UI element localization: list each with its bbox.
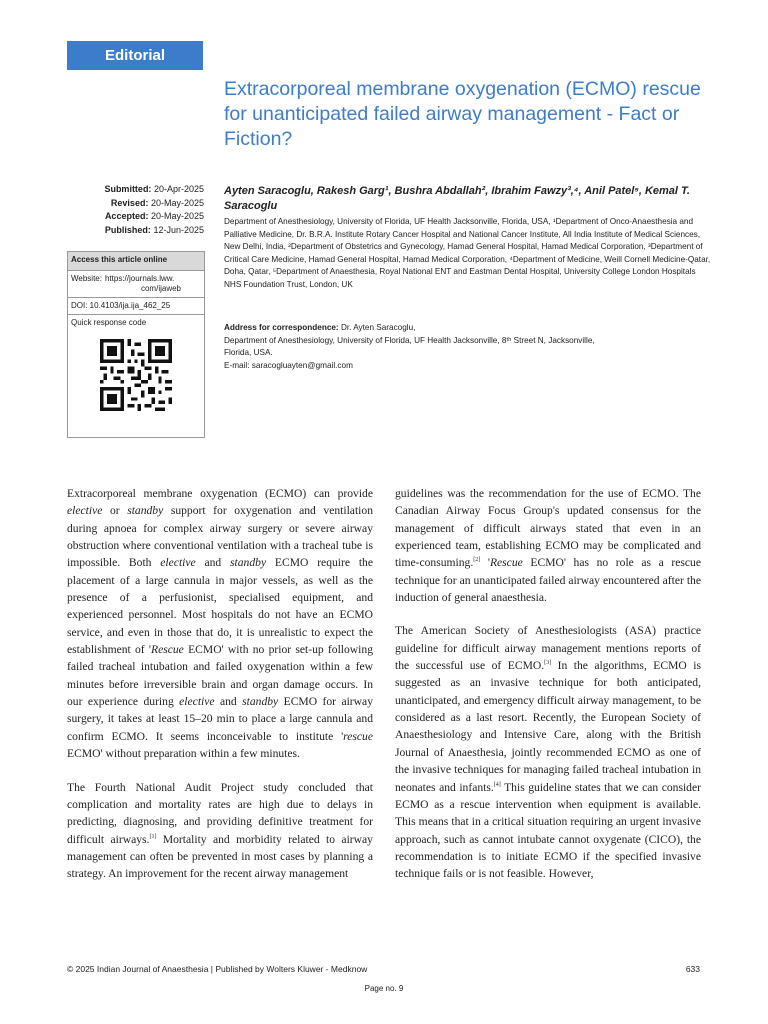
- correspondence-address-2: Florida, USA.: [224, 348, 273, 357]
- correspondence-block: [224, 322, 714, 372]
- published-row: Published: 12-Jun-2025: [104, 224, 204, 235]
- accepted-row: Accepted: 20-May-2025: [104, 211, 204, 221]
- section-badge: [67, 41, 203, 70]
- body-column-left: [67, 485, 373, 899]
- viewer-page-label: Page no. 9: [364, 984, 404, 993]
- article-title: Extracorporeal membrane oxygenation (ECMO) rescue for unanticipated failed airway management - Fact or Fiction?: [224, 78, 701, 150]
- paragraph: Extracorporeal membrane oxygenation (ECMO) can provide elective or standby support for oxygenation and ventilation during apnoea for complex airway surgery or severe airway obstruction where conventional ventilation with a tracheal tube is impossible. Both elective and standby ECMO require the placement of a large cannula in major vessels, as well as the presence of a perfusionist, specialised equipment, and experienced personnel. Most hospitals do not have an ECMO service, and even in those that do, it is unrealistic to expect the establishment of 'Rescue ECMO' with no prior set-up following failed tracheal intubation and failed oxygenation within a few minutes before irreversible brain and organ damage occurs. In our experience during elective and standby ECMO for airway surgery, it takes at least 15–20 min to place a large cannula and confirm ECMO. It seems inconceivable to institute 'rescue ECMO' without preparation within a few minutes.: [67, 487, 373, 761]
- qr-row: [68, 315, 204, 414]
- citation-link[interactable]: [3]: [544, 660, 552, 667]
- correspondence-email[interactable]: E-mail: saracogluayten@gmail.com: [224, 360, 353, 370]
- affiliations: Department of Anesthesiology, University of Florida, UF Health Jacksonville, Florida, USA, ¹Department of Onco-Anaesthesia and Palliative Medicine, Dr. B.R.A. Institute Rotary Cancer Hospital and National Cancer Institute, All India Institute of Medical Sciences, New Delhi, India, ²Department of Obstetrics and Gynecology, Hamad General Hospital, Hamad Medical Corporation, ³Department of Critical Care Medicine, Hamad General Hospital, Hamad Medical Corporation, ⁴Department of Medicine, Weill Cornell Medicine-Qatar, Doha, Qatar, ⁵Department of Anaesthesia, Royal National ENT and Eastman Dental Hospital, University College London Hospitals NHS Foundation Trust, London, UK: [224, 217, 711, 289]
- article-history: [60, 183, 204, 237]
- correspondence-label: Address for correspondence:: [224, 323, 339, 332]
- author-list: Ayten Saracoglu, Rakesh Garg¹, Bushra Abdallah², Ibrahim Fawzy³,⁴, Anil Patel⁵, Kemal T. Saracoglu: [224, 185, 690, 212]
- website-label: Website:: [71, 274, 102, 283]
- correspondence-name: Dr. Ayten Saracoglu,: [340, 323, 416, 332]
- citation-link[interactable]: [4]: [493, 781, 501, 788]
- qr-label: Quick response code: [71, 318, 147, 327]
- access-online-box: [67, 251, 205, 438]
- qr-code-icon: [100, 339, 172, 411]
- website-link[interactable]: https://journals.lww. com/ijaweb: [104, 274, 181, 293]
- access-box-header: Access this article online: [68, 252, 204, 271]
- citation-link[interactable]: [2]: [473, 557, 481, 564]
- paragraph: guidelines was the recommendation for the use of ECMO. The Canadian Airway Focus Group's updated consensus for the management of difficult airways stated that even in an experienced team, establishing ECMO may be complicated and time-consuming.[2] 'Rescue ECMO' has no role as a rescue technique for an unanticipated failed airway encountered after the induction of general anaesthesia.: [395, 487, 701, 605]
- doi-row: DOI: 10.4103/ija.ija_462_25: [68, 298, 204, 315]
- website-row: [68, 271, 204, 298]
- correspondence-address-1: Department of Anesthesiology, University of Florida, UF Health Jacksonville, 8ᵗʰ Street N, Jacksonville,: [224, 335, 595, 345]
- journal-page-number: 633: [685, 964, 700, 974]
- paragraph: The American Society of Anesthesiologists (ASA) practice guideline for difficult airway management mentions reports of the successful use of ECMO.[3] In the algorithms, ECMO is suggested as an invasive technique for both anticipated, unanticipated, and emergency difficult airway management, to be considered as a last resort. Recently, the European Society of Anaesthesiology and Intensive Care, along with the British Journal of Anaesthesia, jointly recommended ECMO as one of the invasive techniques for managing failed tracheal intubation in neonates and infants.[4] This guideline states that we can consider ECMO as a rescue intervention when equipment is available. This means that in a critical situation requiring an urgent invasive approach, such as cannot intubate cannot oxygenate (CICO), the recommendation is to initiate ECMO if the specified invasive technique fails or is not feasible. However,: [395, 624, 701, 881]
- submitted-row: Submitted: 20-Apr-2025: [104, 184, 204, 194]
- section-label: Editorial: [104, 47, 165, 64]
- page-footer: [67, 964, 700, 974]
- copyright-line: © 2025 Indian Journal of Anaesthesia | Published by Wolters Kluwer - Medknow: [67, 964, 368, 974]
- citation-link[interactable]: [1]: [149, 833, 157, 840]
- body-column-right: [395, 485, 701, 899]
- correspondence-first-line: [224, 322, 714, 335]
- revised-row: Revised: 20-May-2025: [110, 197, 204, 208]
- paragraph: The Fourth National Audit Project study concluded that complication and mortality rates are high due to delays in predicting, diagnosing, and providing definitive treatment for difficult airways.[1] Mortality and morbidity related to airway management can often be prevented in most cases by planning a strategy. An improvement for the recent airway management: [67, 780, 373, 881]
